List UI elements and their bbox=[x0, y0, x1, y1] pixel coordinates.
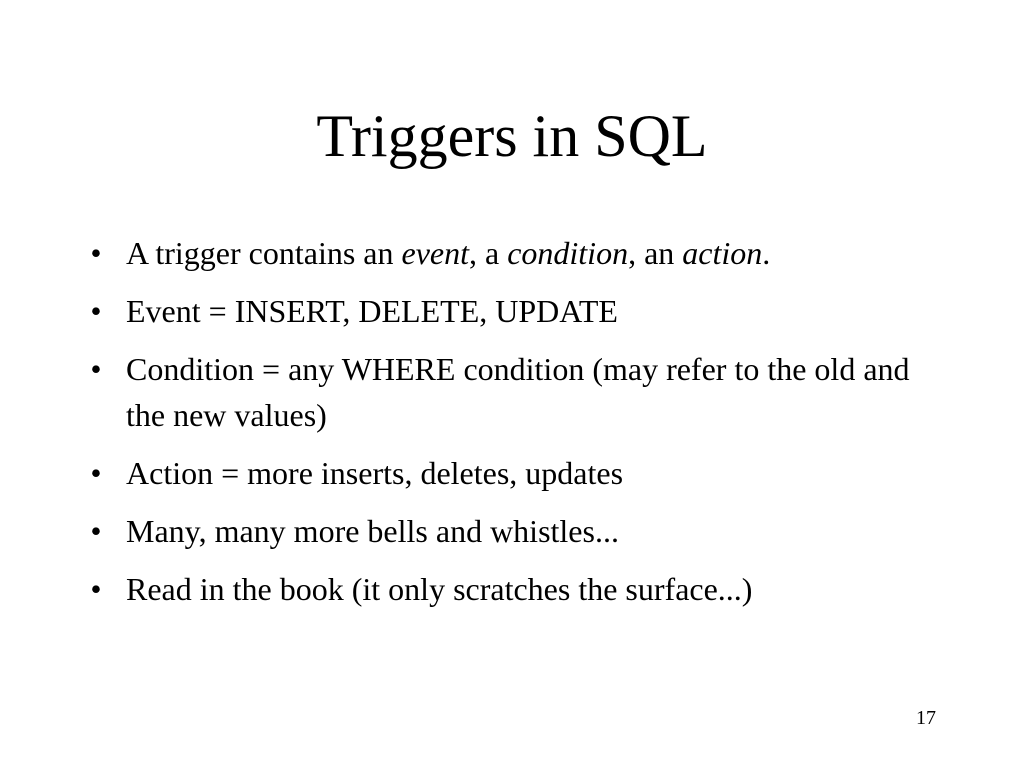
bullet-marker: • bbox=[90, 455, 102, 491]
bullet-segment: , an bbox=[628, 235, 683, 271]
bullet-marker: • bbox=[90, 571, 102, 607]
bullet-item bbox=[86, 346, 946, 438]
bullet-marker: • bbox=[90, 351, 102, 387]
bullet-text: Read in the book (it only scratches the surface...) bbox=[126, 571, 753, 607]
bullet-text: Many, many more bells and whistles... bbox=[126, 513, 619, 549]
bullet-marker: • bbox=[90, 513, 102, 549]
bullet-item bbox=[86, 566, 946, 612]
slide-title: Triggers in SQL bbox=[316, 103, 708, 169]
bullet-segment: , a bbox=[468, 235, 508, 271]
bullet-segment-italic: event bbox=[401, 235, 469, 271]
bullet-text: Action = more inserts, deletes, updates bbox=[126, 455, 624, 491]
bullet-text: Event = INSERT, DELETE, UPDATE bbox=[126, 293, 618, 329]
bullet-segment: A trigger contains an bbox=[126, 235, 402, 271]
page-number: 17 bbox=[916, 707, 936, 729]
bullet-marker: • bbox=[90, 235, 102, 271]
bullet-segment-italic: condition bbox=[507, 235, 629, 271]
bullet-text: Condition = any WHERE condition (may refer to the old and the new values) bbox=[126, 351, 910, 433]
bullet-text bbox=[126, 235, 770, 271]
bullet-segment-italic: action bbox=[682, 235, 763, 271]
bullet-list bbox=[86, 230, 946, 624]
bullet-segment: . bbox=[762, 235, 771, 271]
bullet-item bbox=[86, 450, 946, 496]
bullet-item bbox=[86, 230, 946, 276]
bullet-marker: • bbox=[90, 293, 102, 329]
bullet-item bbox=[86, 288, 946, 334]
bullet-item bbox=[86, 508, 946, 554]
